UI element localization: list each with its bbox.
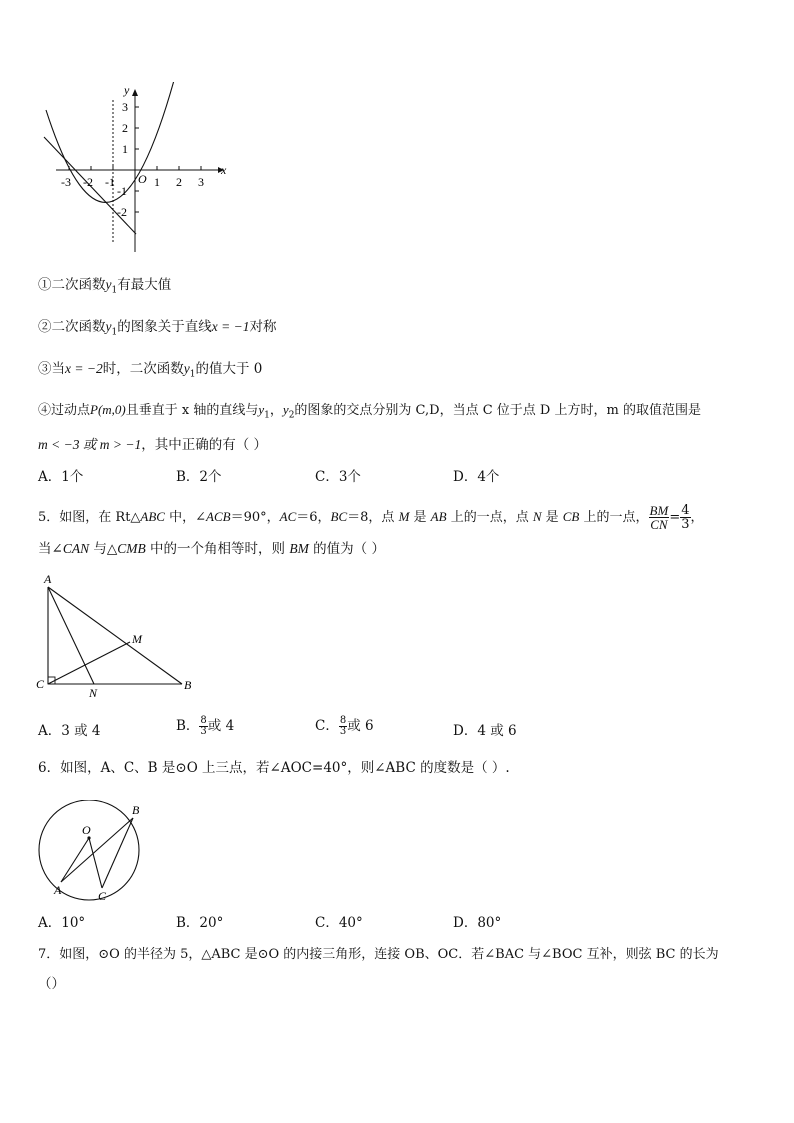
q5-option-a[interactable]: A．3 或 4 — [38, 723, 101, 739]
parabola-graph — [38, 82, 238, 260]
y-tick-label: 3 — [122, 100, 128, 114]
origin-label: O — [138, 172, 147, 186]
q4-option-c[interactable]: C．3个 — [315, 469, 361, 485]
label-c: C — [36, 677, 45, 691]
q6-text: 6．如图，A、C、B 是⊙O 上三点，若∠AOC=40°，则∠ABC 的度数是（ ）. — [38, 760, 510, 776]
right-triangle-figure — [34, 570, 204, 700]
statement-1: ①二次函数$y_1$有最大值 — [38, 277, 172, 296]
segment-an — [48, 587, 94, 684]
y-tick-label: -1 — [117, 184, 127, 198]
label-c: C — [98, 889, 107, 903]
q6-option-b[interactable]: B．20° — [176, 915, 224, 931]
q5-text-line2: 当∠CAN 与△CMB 中的一个角相等时，则 BM 的值为（ ） — [38, 541, 385, 557]
statement-4-line2: m < −3 或 m > −1，其中正确的有（ ） — [38, 437, 267, 453]
q6-option-d[interactable]: D．80° — [453, 915, 502, 931]
segment-ab — [61, 818, 133, 882]
x-tick-label: 1 — [154, 175, 160, 189]
q6-option-c[interactable]: C．40° — [315, 915, 363, 931]
x-tick-label: -2 — [83, 175, 93, 189]
fraction-4-3: $\frac{4}{3}$ — [681, 503, 690, 532]
circle-figure — [34, 800, 154, 904]
fraction-8-3: $\frac{8}{3}$ — [200, 715, 207, 737]
label-b: B — [184, 678, 192, 692]
q4-option-a[interactable]: A．1个 — [38, 469, 84, 485]
label-b: B — [132, 803, 140, 817]
statement-3: ③当x = −2时，二次函数$y_1$的值大于 0 — [38, 361, 263, 380]
y-axis-label: y — [124, 83, 130, 97]
segment-cm — [48, 642, 130, 684]
q5-option-b[interactable]: B． $\frac{8}{3}$ 或 4 — [176, 715, 235, 737]
q5-option-c[interactable]: C． $\frac{8}{3}$ 或 6 — [315, 715, 374, 737]
label-n: N — [89, 686, 98, 700]
y-axis-arrow — [132, 89, 138, 96]
x-tick-label: 3 — [198, 175, 204, 189]
segment-oc — [89, 838, 102, 888]
y-tick-label: 2 — [122, 121, 128, 135]
y-tick-label: -2 — [117, 205, 127, 219]
x-tick-label: -3 — [61, 175, 71, 189]
y-tick-label: 1 — [122, 142, 128, 156]
label-m: M — [132, 632, 142, 646]
q6-option-a[interactable]: A．10° — [38, 915, 86, 931]
statement-4-line1: ④过动点P(m,0)且垂直于 x 轴的直线与$y_1$，$y_2$的图象的交点分别为 C,D，当点 C 位于点 D 上方时，m 的取值范围是 — [38, 402, 701, 421]
q4-option-b[interactable]: B．2个 — [176, 469, 222, 485]
q7-text-line2: （） — [38, 976, 65, 992]
x-axis-label: x — [221, 163, 227, 177]
segment-cb — [102, 818, 133, 888]
x-tick-label: 2 — [176, 175, 182, 189]
label-a: A — [54, 883, 62, 897]
fraction-8-3: $\frac{8}{3}$ — [339, 715, 347, 737]
statement-2: ②二次函数$y_1$的图象关于直线x = −1对称 — [38, 319, 277, 338]
q7-text-line1: 7．如图，⊙O 的半径为 5，△ABC 是⊙O 的内接三角形，连接 OB、OC．若∠BAC 与∠BOC 互补，则弦 BC 的长为 — [38, 947, 719, 962]
label-a: A — [44, 572, 52, 586]
q5-text-line1: 5．如图，在 Rt△ABC 中，∠ACB＝90°，AC＝6，BC＝8，点 M 是 AB 上的一点，点 N 是 CB 上的一点， $\frac{BM}{CN}$ = $\frac{4}{3}$ ， — [38, 503, 704, 532]
x-tick-label: -1 — [105, 175, 115, 189]
q4-option-d[interactable]: D．4个 — [453, 469, 500, 485]
segment-oa — [61, 838, 89, 882]
label-o: O — [82, 823, 91, 837]
side-ab — [48, 587, 182, 684]
fraction-bm-cn: $\frac{BM}{CN}$ — [649, 503, 669, 532]
q5-option-d[interactable]: D．4 或 6 — [453, 723, 517, 739]
